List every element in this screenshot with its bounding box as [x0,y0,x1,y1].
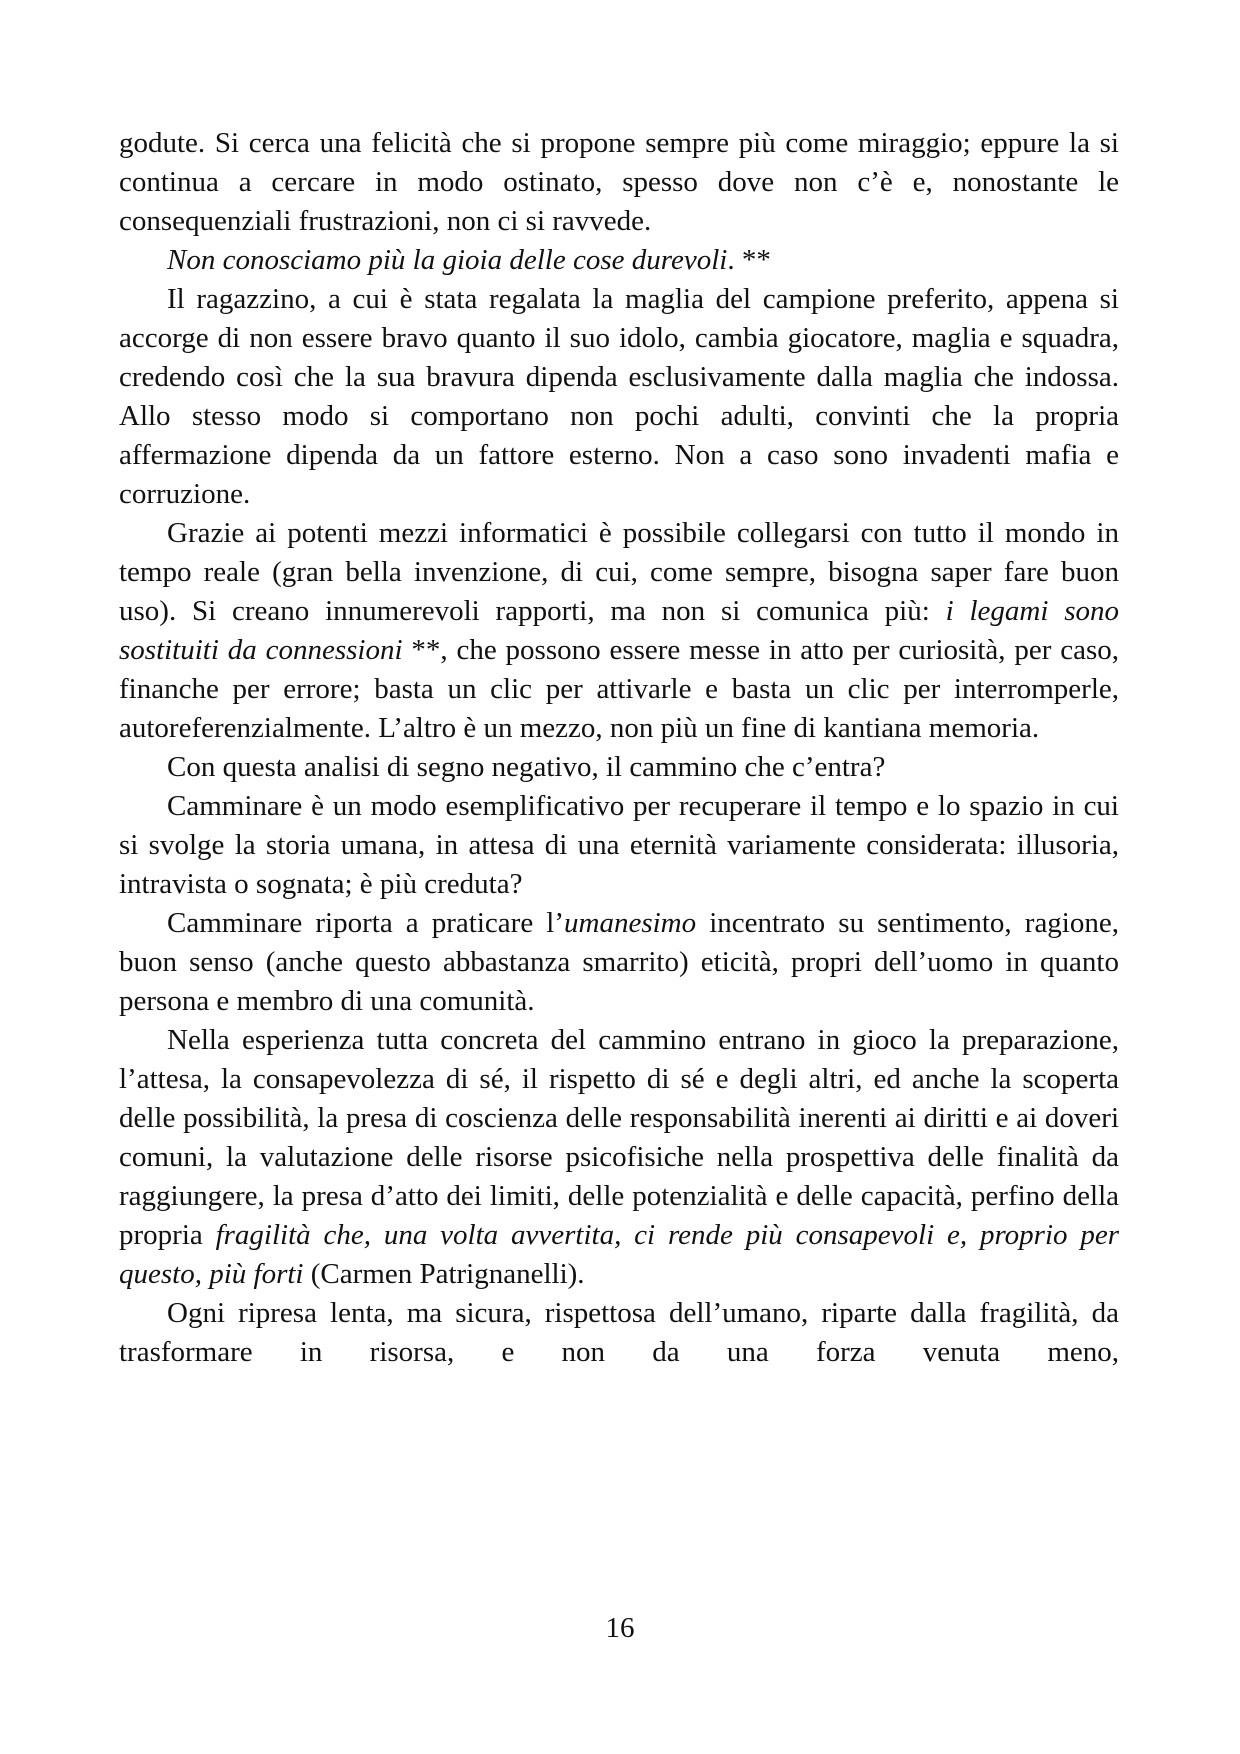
paragraph-3-text: Il ragazzino, a cui è stata regalata la maglia del campione preferito, appena si accorge di non essere bravo quanto il suo idolo, cambia giocatore, maglia e squadra, credendo così che la sua bravura dipenda esclusivamente dalla maglia che indossa. Allo stesso modo si comportano non pochi adulti, convinti che la propria affermazione dipenda da un fattore esterno. Non a caso sono invadenti mafia e corruzione. [119,283,1119,510]
paragraph-6-text: Camminare è un modo esemplificativo per recuperare il tempo e lo spazio in cui si svolge la storia umana, in attesa di una eternità variamente considerata: illusoria, intravista o sognata; è più creduta? [119,790,1119,900]
paragraph-4 [119,514,1119,748]
paragraph-8-quote: fragilità che, una volta avvertita, ci rende più consapevoli e, proprio per questo, più forti [119,1219,1120,1290]
paragraph-4-text-a: Grazie ai potenti mezzi informatici è possibile collegarsi con tutto il mondo in tempo reale (gran bella invenzione, di cui, come sempre, bisogna saper fare buon uso). Si creano innumerevoli rapporti, ma non si comunica più: [119,517,1119,627]
paragraph-6 [119,787,1119,904]
paragraph-8-text-a: Nella esperienza tutta concreta del cammino entrano in gioco la preparazione, l’attesa, la consapevolezza di sé, il rispetto di sé e degli altri, ed anche la scoperta delle possibilità, la presa di coscienza delle responsabilità inerenti ai diritti e ai doveri comuni, la valutazione delle risorse psicofisiche nella prospettiva delle finalità da raggiungere, la presa d’atto dei limiti, delle potenzialità e delle capacità, perfino della propria [119,1024,1119,1251]
paragraph-8-text-b: (Carmen Patrignanelli). [303,1258,585,1290]
paragraph-9 [119,1294,1119,1372]
paragraph-7-text-a: Camminare riporta a praticare l’ [167,907,565,939]
paragraph-2-quote: Non conosciamo più la gioia delle cose durevoli [167,244,728,276]
paragraph-2-text: . ** [727,244,771,276]
page-body [119,124,1119,1372]
paragraph-1-text: godute. Si cerca una felicità che si propone sempre più come miraggio; eppure la si continua a cercare in modo ostinato, spesso dove non c’è e, nonostante le consequenziali frustrazioni, non ci si ravvede. [119,127,1119,237]
paragraph-7 [119,904,1119,1021]
paragraph-3 [119,280,1119,514]
paragraph-9-text: Ogni ripresa lenta, ma sicura, rispettosa dell’umano, riparte dalla fragilità, da trasformare in risorsa, e non da una forza venuta meno, [119,1297,1119,1368]
paragraph-4-text-b: **, che possono essere messe in atto per curiosità, per caso, finanche per errore; basta un clic per attivarle e basta un clic per interromperle, autoreferenzialmente. L’altro è un mezzo, non più un fine di kantiana memoria. [119,634,1119,744]
paragraph-2 [119,241,1119,280]
paragraph-4-quote: i legami sono sostituiti da connessioni [119,595,1119,666]
paragraph-7-text-b: incentrato su sentimento, ragione, buon senso (anche questo abbastanza smarrito) eticità, propri dell’uomo in quanto persona e membro di una comunità. [119,907,1119,1017]
page-number: 16 [605,1612,635,1644]
paragraph-5 [119,748,1119,787]
paragraph-8 [119,1021,1119,1294]
paragraph-5-text: Con questa analisi di segno negativo, il cammino che c’entra? [167,751,886,783]
paragraph-1 [119,124,1119,241]
paragraph-7-term: umanesimo [564,907,697,939]
